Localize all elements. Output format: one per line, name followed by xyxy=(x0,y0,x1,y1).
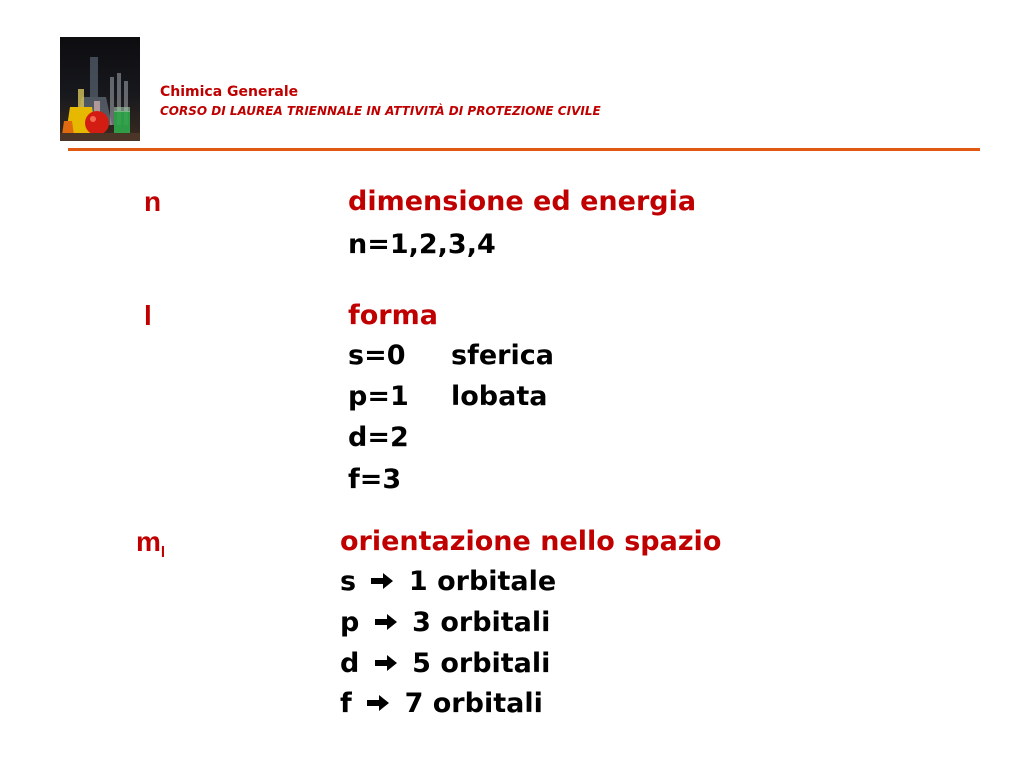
chemistry-glassware-logo xyxy=(60,37,140,141)
header-title: Chimica Generale xyxy=(160,84,299,100)
shape-row xyxy=(348,340,554,371)
orbital-count: 5 orbitali xyxy=(412,648,551,679)
quantum-number-l-symbol: l xyxy=(144,300,152,331)
quantum-number-n-symbol: n xyxy=(144,186,162,217)
orbital-row xyxy=(340,568,556,595)
section-l-title: forma xyxy=(348,300,438,331)
orbital-type: s xyxy=(340,566,357,597)
orbital-row xyxy=(340,690,543,717)
shape-key: d=2 xyxy=(348,422,409,453)
shape-key: s=0 xyxy=(348,340,406,371)
shape-value: sferica xyxy=(451,340,554,371)
shape-row xyxy=(348,466,401,493)
section-ml-title: orientazione nello spazio xyxy=(340,526,722,557)
header-divider xyxy=(68,148,980,151)
ml-subscript: l xyxy=(160,544,166,561)
orbital-type: f xyxy=(340,688,352,719)
ml-symbol-letter: m xyxy=(136,526,161,557)
orbital-count: 1 orbitale xyxy=(408,566,557,597)
right-arrow-icon xyxy=(369,650,403,677)
shape-key: f=3 xyxy=(348,464,402,495)
right-arrow-icon xyxy=(361,690,395,717)
right-arrow-icon xyxy=(369,609,403,636)
section-n-values: n=1,2,3,4 xyxy=(348,229,496,260)
shape-row xyxy=(348,424,409,451)
quantum-number-ml-symbol xyxy=(136,526,166,561)
orbital-type: d xyxy=(340,648,360,679)
shape-key: p=1 xyxy=(348,381,409,412)
header-subtitle: CORSO DI LAUREA TRIENNALE IN ATTIVITÀ DI PROTEZIONE CIVILE xyxy=(160,104,601,118)
orbital-count: 3 orbitali xyxy=(412,607,551,638)
right-arrow-icon xyxy=(365,568,399,595)
orbital-row xyxy=(340,609,550,636)
shape-value: lobata xyxy=(451,381,548,412)
orbital-row xyxy=(340,650,550,677)
orbital-type: p xyxy=(340,607,360,638)
shape-row xyxy=(348,381,548,412)
section-n-title: dimensione ed energia xyxy=(348,186,697,217)
orbital-count: 7 orbitali xyxy=(404,688,543,719)
